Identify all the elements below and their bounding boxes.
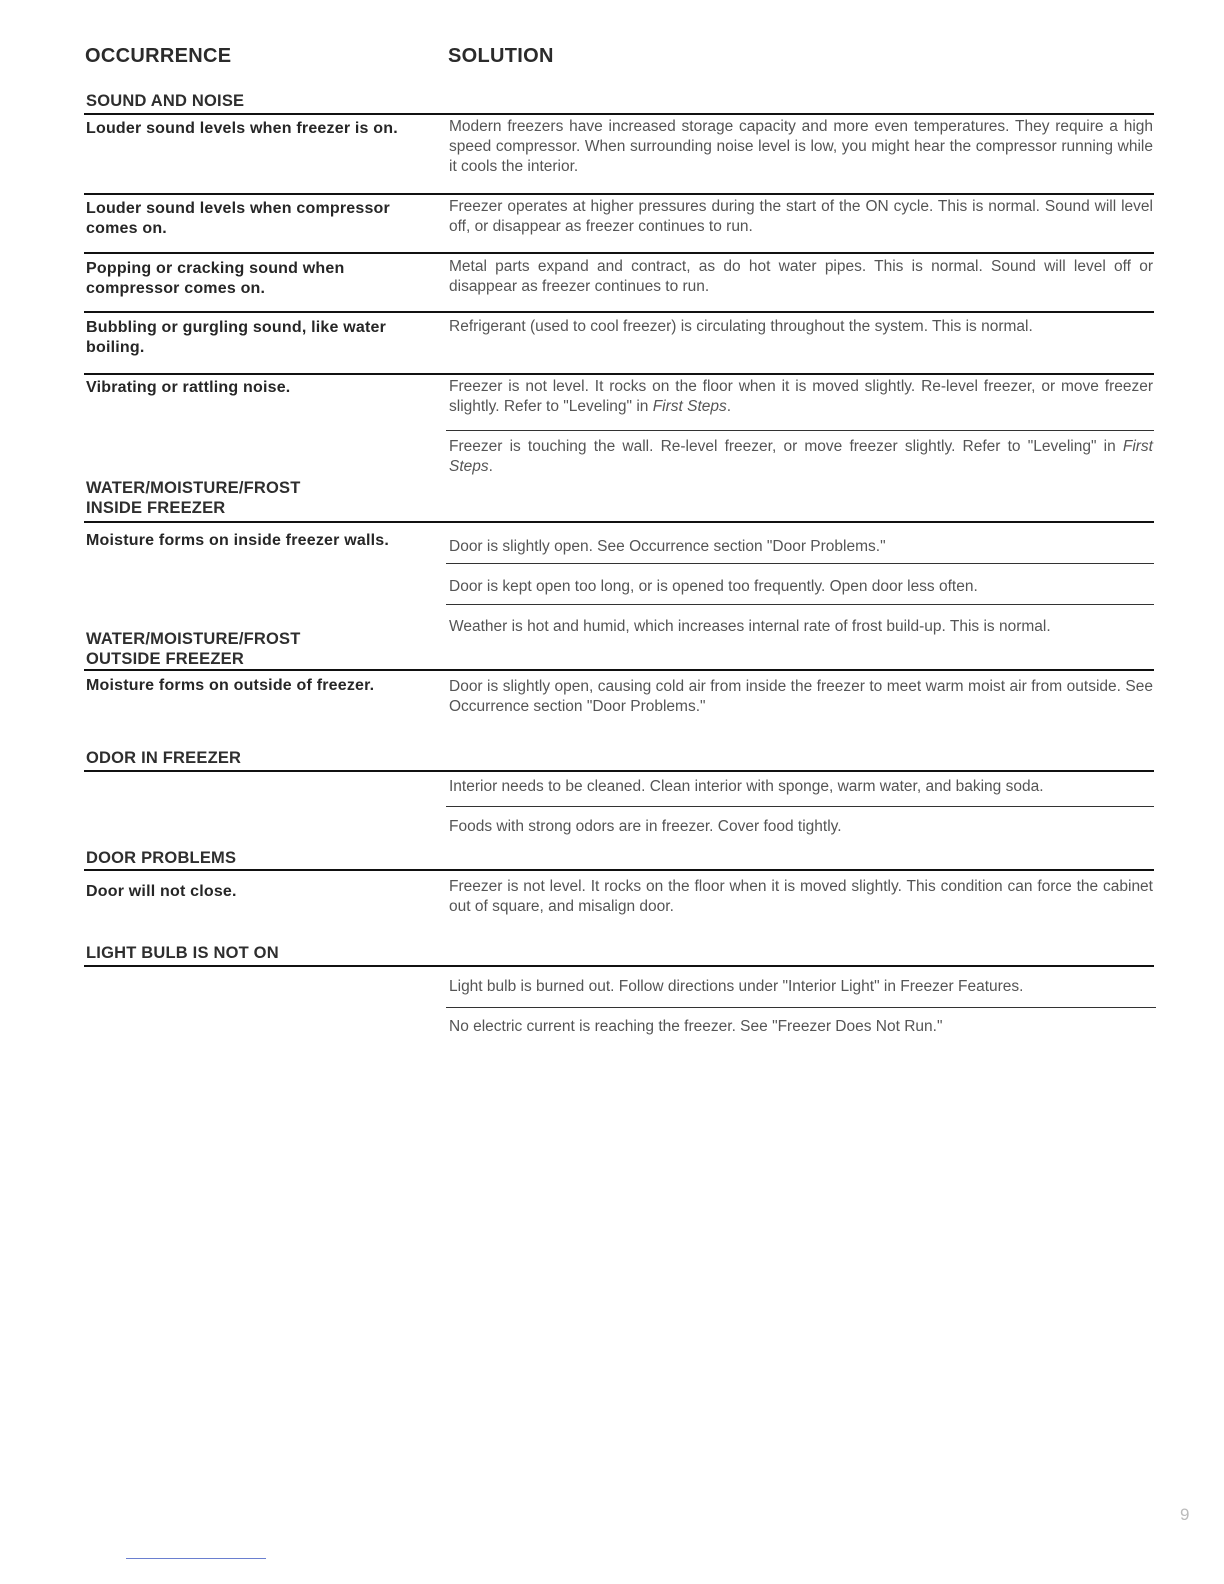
solution-rule (446, 806, 1154, 807)
section-rule (84, 770, 1154, 772)
section-rule (84, 113, 1154, 115)
solution-bubbling-sound: Refrigerant (used to cool freezer) is circulating throughout the system. This is normal. (449, 318, 1033, 335)
row-rule (84, 252, 1154, 254)
solution-rule (446, 1007, 1156, 1008)
first-steps-ref: First Steps (449, 438, 1153, 475)
period: . (726, 398, 732, 415)
solution-vibrating-level (449, 377, 1153, 417)
solution-text: Freezer is touching the wall. Re-level freezer, or move freezer slightly. Refer to "Leveling" in (449, 438, 1123, 455)
solution-vibrating-wall (449, 437, 1153, 477)
period: . (488, 458, 493, 475)
solution-moisture-outside: Door is slightly open, causing cold air from inside the freezer to meet warm moist air from outside. See Occurrence section "Door Problems." (449, 678, 1153, 715)
solution-compressor-sound: Freezer operates at higher pressures during the start of the ON cycle. This is normal. Sound will level off, or disappear as freezer continues to run. (449, 198, 1153, 235)
solution-no-current: No electric current is reaching the freezer. See "Freezer Does Not Run." (449, 1018, 943, 1035)
solution-bulb-burned-out: Light bulb is burned out. Follow directions under "Interior Light" in Freezer Features. (449, 978, 1024, 995)
section-odor: ODOR IN FREEZER (86, 749, 242, 767)
section-rule (84, 669, 1154, 671)
solution-humid-weather: Weather is hot and humid, which increases internal rate of frost build-up. This is normal. (449, 618, 1051, 635)
solution-door-not-close: Freezer is not level. It rocks on the floor when it is moved slightly. This condition can force the cabinet out of square, and misalign door. (449, 878, 1153, 915)
occurrence-bubbling-sound: Bubbling or gurgling sound, like water boiling. (86, 319, 387, 356)
occurrence-moisture-outside: Moisture forms on outside of freezer. (86, 677, 375, 694)
solution-header: SOLUTION (448, 45, 554, 67)
solution-strong-odors: Foods with strong odors are in freezer. Cover food tightly. (449, 818, 842, 835)
section-rule (84, 521, 1154, 523)
solution-text: Freezer is not level. It rocks on the floor when it is moved slightly. Re-level freezer, or move freezer slightly. Refer to "Leveling" in (449, 378, 1153, 415)
section-water-inside-line1: WATER/MOISTURE/FROST (86, 479, 301, 497)
section-rule (84, 869, 1154, 871)
solution-rule (446, 563, 1154, 564)
section-light-bulb: LIGHT BULB IS NOT ON (86, 944, 279, 962)
solution-door-open: Door is slightly open. See Occurrence section "Door Problems." (449, 538, 886, 555)
section-door-problems: DOOR PROBLEMS (86, 849, 237, 867)
page-number: 9 (1180, 1505, 1190, 1524)
section-water-outside-line2: OUTSIDE FREEZER (86, 650, 244, 668)
occurrence-door-not-close: Door will not close. (86, 883, 237, 900)
section-sound-and-noise: SOUND AND NOISE (86, 92, 245, 110)
occurrence-popping-sound: Popping or cracking sound when compressor comes on. (86, 260, 345, 297)
solution-rule (446, 430, 1154, 431)
solution-clean-interior: Interior needs to be cleaned. Clean interior with sponge, warm water, and baking soda. (449, 778, 1044, 795)
footer-line (126, 1558, 266, 1559)
occurrence-vibrating-noise: Vibrating or rattling noise. (86, 379, 291, 396)
row-rule (84, 311, 1154, 313)
occurrence-louder-sound: Louder sound levels when freezer is on. (86, 120, 398, 137)
solution-louder-sound: Modern freezers have increased storage capacity and more even temperatures. They require a high speed compressor. When surrounding noise level is low, you might hear the compressor running while it cools the interior. (449, 118, 1153, 175)
occurrence-header: OCCURRENCE (85, 45, 232, 67)
solution-rule (446, 604, 1154, 605)
first-steps-ref: First Steps (652, 398, 727, 415)
row-rule (84, 373, 1154, 375)
section-water-outside-line1: WATER/MOISTURE/FROST (86, 630, 301, 648)
occurrence-compressor-sound: Louder sound levels when compressor comes on. (86, 200, 390, 237)
occurrence-moisture-inside: Moisture forms on inside freezer walls. (86, 532, 389, 549)
section-rule (84, 965, 1154, 967)
solution-door-frequent: Door is kept open too long, or is opened too frequently. Open door less often. (449, 578, 978, 595)
section-water-inside-line2: INSIDE FREEZER (86, 499, 226, 517)
row-rule (84, 193, 1154, 195)
solution-popping-sound: Metal parts expand and contract, as do hot water pipes. This is normal. Sound will level off or disappear as freezer continues to run. (449, 258, 1153, 295)
